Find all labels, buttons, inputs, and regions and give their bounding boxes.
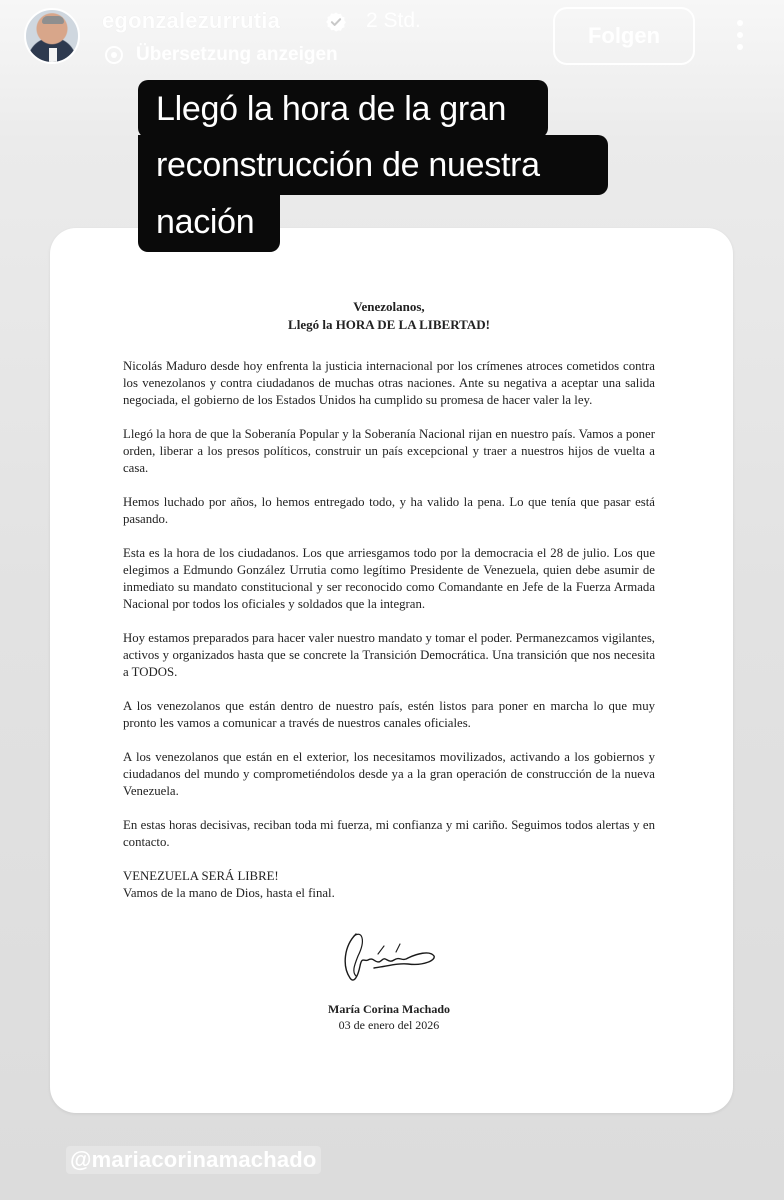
letter-paragraph: Esta es la hora de los ciudadanos. Los que arriesgamos todo por la democracia el 28 de julio. Los que elegimos a Edmundo González Urrutia como legítimo Presidente de Venezuela, quien debe asumir de inmediato su mandato constitucional y ser reconocido como Comandante en Jefe de la Fuerza Armada Nacional por todos los oficiales y soldados que la integran. — [123, 546, 655, 611]
caption-line: nación — [138, 192, 280, 252]
letter-headline: Llegó la HORA DE LA LIBERTAD! — [288, 317, 490, 332]
letter-body — [123, 298, 655, 902]
letter-paragraph: Hemos luchado por años, lo hemos entregado todo, y ha valido la pena. Lo que tenía que pasar está pasando. — [123, 495, 655, 526]
follow-button[interactable]: Folgen — [553, 7, 695, 65]
more-dot — [737, 32, 743, 38]
avatar-collar — [49, 48, 57, 62]
letter-paragraph: A los venezolanos que están dentro de nuestro país, estén listos para poner en marcha lo que muy pronto les vamos a comunicar a través de nuestros canales oficiales. — [123, 699, 655, 730]
see-translation-link[interactable]: Übersetzung anzeigen — [136, 44, 338, 65]
letter-salutation: Venezolanos, — [353, 299, 425, 314]
signer-name: María Corina Machado — [328, 1002, 450, 1016]
letter-heading — [123, 298, 655, 334]
closing-farewell: Vamos de la mano de Dios, hasta el final. — [123, 886, 335, 900]
letter-paragraph: A los venezolanos que están en el exterior, los necesitamos movilizados, activando a los gobiernos y ciudadanos del mundo y comprometiéndolos desde ya a la gran operación de construcción de la nueva Venezuela. — [123, 750, 655, 798]
caption-line: reconstrucción de nuestra — [138, 135, 608, 195]
letter-paragraph: Hoy estamos preparados para hacer valer nuestro mandato y tomar el poder. Permanezcamos vigilantes, activos y organizados hasta que se concrete la Transición Democrática. Una transición que nos necesita a TODOS. — [123, 631, 655, 679]
avatar-hair — [42, 16, 64, 24]
closing-slogan: VENEZUELA SERÁ LIBRE! — [123, 869, 279, 883]
letter-paragraph: Llegó la hora de que la Soberanía Popular y la Soberanía Nacional rijan en nuestro país. Vamos a poner orden, liberar a los presos políticos, construir un país excepcional y traer a nuestros hijos de vuelta a casa. — [123, 427, 655, 475]
avatar[interactable] — [24, 8, 80, 64]
letter-paragraph: En estas horas decisivas, reciban toda mi fuerza, mi confianza y mi cariño. Seguimos todos alertas y en contacto. — [123, 818, 655, 849]
caption-line: Llegó la hora de la gran — [138, 80, 548, 138]
handwritten-signature — [338, 926, 438, 988]
signer-block — [123, 1001, 655, 1033]
more-dot — [737, 20, 743, 26]
more-dot — [737, 44, 743, 50]
letter-paragraph: Nicolás Maduro desde hoy enfrenta la justicia internacional por los crímenes atroces cometidos contra los venezolanos y contra ciudadanos de muchas otras naciones. Ante su negativa a aceptar una salida negociada, el gobierno de los Estados Unidos ha cumplido su promesa de hacer valer la ley. — [123, 359, 655, 407]
letter-document — [50, 228, 733, 1113]
translate-icon — [104, 45, 124, 65]
username[interactable]: egonzalezurrutia — [102, 8, 281, 33]
verified-badge-icon — [325, 11, 347, 33]
mention-sticker[interactable]: @mariacorinamachado — [66, 1146, 321, 1174]
story-caption — [138, 80, 608, 272]
more-options-icon[interactable] — [730, 20, 750, 52]
letter-date: 03 de enero del 2026 — [338, 1018, 440, 1032]
time-ago: 2 Std. — [366, 9, 421, 32]
letter-closing — [123, 868, 655, 902]
